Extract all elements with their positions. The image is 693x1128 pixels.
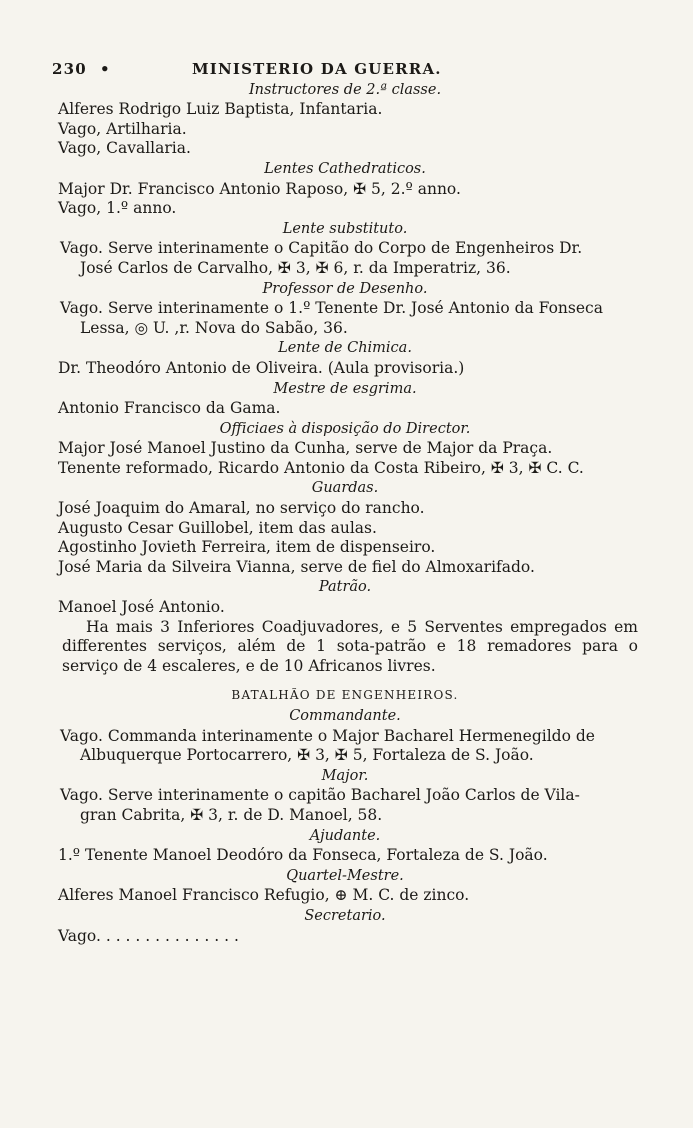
section-title: Professor de Desenho. [262,280,428,297]
text-line: Vago, Cavallaria. [58,139,191,158]
text-line: Alferes Manoel Francisco Refugio, ⊕ M. C. de zinco. [58,886,470,905]
section-title: Lentes Cathedraticos. [264,160,426,177]
section-title: Major. [321,767,369,784]
entry [60,786,638,825]
entry-continuation: gran Cabrita, ✠ 3, r. de D. Manoel, 58. [80,805,383,824]
entry-first-line: Vago. Serve interinamente o capitão Bacharel João Carlos de Vila- [60,786,580,805]
text-line: Major Dr. Francisco Antonio Raposo, ✠ 5, 2.º anno. [58,179,461,198]
page-header [52,60,638,80]
text-line: Vago. . . . . . . . . . . . . . . [58,926,239,945]
battalion-title: BATALHÃO DE ENGENHEIROS. [231,688,459,703]
header-bullet: • [100,60,111,78]
entry [60,299,638,338]
running-title: MINISTERIO DA GUERRA. [192,60,442,78]
section-title: Ajudante. [309,827,381,844]
page-number: 230 [52,60,87,78]
entry-first-line: Vago. Serve interinamente o 1.º Tenente Dr. José Antonio da Fonseca [60,299,603,318]
text-line: Augusto Cesar Guillobel, item das aulas. [58,518,377,537]
text-line: Vago, 1.º anno. [58,199,177,218]
entry-first-line: Vago. Commanda interinamente o Major Bacharel Hermenegildo de [60,726,595,745]
entry-continuation: José Carlos de Carvalho, ✠ 3, ✠ 6, r. da Imperatriz, 36. [80,258,511,277]
text-line: 1.º Tenente Manoel Deodóro da Fonseca, Fortaleza de S. João. [58,846,548,865]
section-title: Commandante. [289,708,401,724]
section-title: Lente de Chimica. [278,340,412,357]
text-line: José Maria da Silveira Vianna, serve de fiel do Almoxarifado. [58,557,535,576]
section-title: Lente substituto. [282,220,408,237]
section-title: Secretario. [304,907,386,924]
text-line: Dr. Theodóro Antonio de Oliveira. (Aula provisoria.) [58,358,465,377]
entry [60,727,638,766]
section-title: Quartel-Mestre. [286,867,404,884]
section-title: Patrão. [318,579,372,596]
entry [60,239,638,278]
entry-first-line: Vago. Serve interinamente o Capitão do Corpo de Engenheiros Dr. [60,239,583,258]
section-title: Guardas. [311,480,379,497]
text-line: Alferes Rodrigo Luiz Baptista, Infantaria. [58,100,383,119]
entry-continuation: Albuquerque Portocarrero, ✠ 3, ✠ 5, Fortaleza de S. João. [80,746,534,765]
text-line: Major José Manoel Justino da Cunha, serve de Major da Praça. [58,439,553,458]
text-line: Manoel José Antonio. [58,598,225,617]
text-line: Tenente reformado, Ricardo Antonio da Costa Ribeiro, ✠ 3, ✠ C. C. [58,458,584,477]
section-title: Instructores de 2.ª classe. [248,81,442,98]
paragraph: Ha mais 3 Inferiores Coadjuvadores, e 5 Serventes empregados em differentes serviços, além de 1 sota-patrão e 18 remadores para o serviço de 4 escaleres, e de 10 Africanos livres. [62,617,638,675]
section-title: Officiaes à disposição do Director. [219,420,471,437]
entry-continuation: Lessa, ◎ U. ,r. Nova do Sabão, 36. [80,318,348,337]
section-title: Mestre de esgrima. [273,380,417,397]
text-line: José Joaquim do Amaral, no serviço do rancho. [58,499,425,518]
text-line: Agostinho Jovieth Ferreira, item de dispenseiro. [58,538,436,557]
text-line: Antonio Francisco da Gama. [58,399,281,418]
text-line: Vago, Artilharia. [58,119,187,138]
